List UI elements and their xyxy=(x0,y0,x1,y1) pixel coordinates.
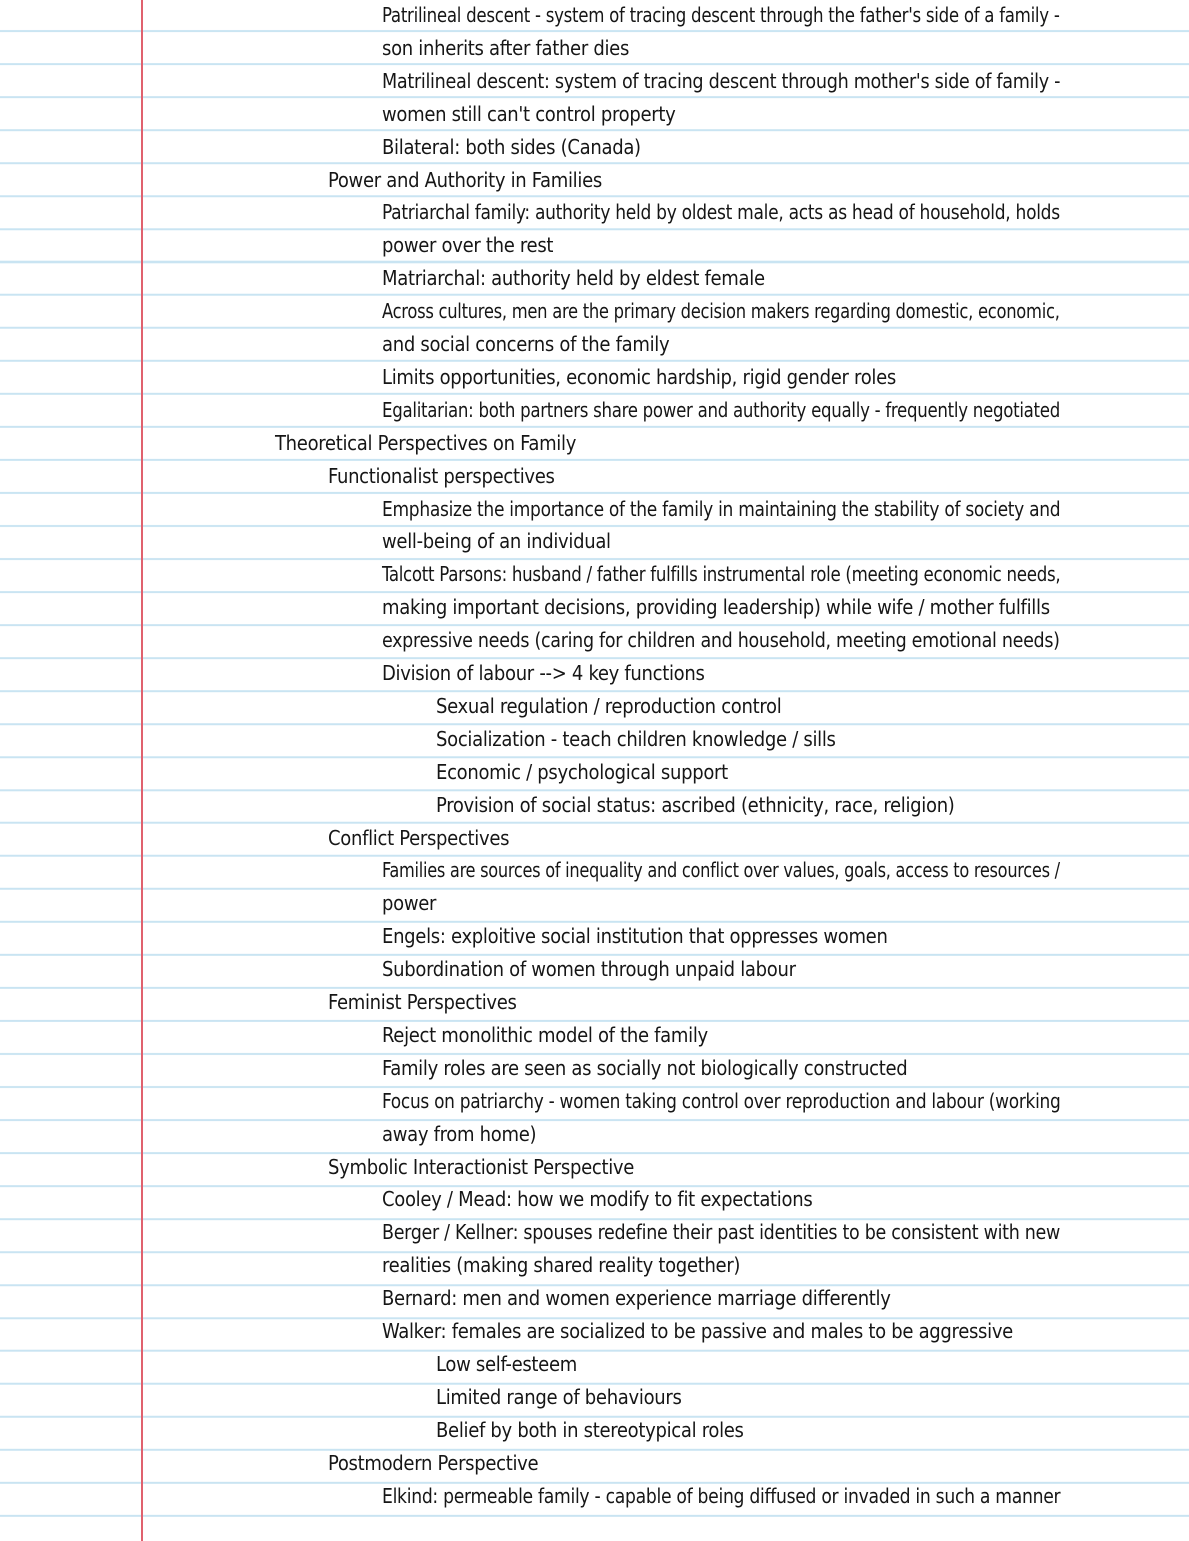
outline-line-level-3: Limits opportunities, economic hardship, rigid gender roles xyxy=(382,364,896,389)
outline-line-level-3: and social concerns of the family xyxy=(382,332,670,356)
outline-line-level-3: power xyxy=(382,891,437,916)
outline-line-level-3: Berger / Kellner: spouses redefine their past identities to be consistent with new xyxy=(382,1220,1060,1245)
outline-line-level-2: Symbolic Interactionist Perspective xyxy=(328,1154,635,1179)
outline-line-level-3: Subordination of women through unpaid labour xyxy=(382,957,796,982)
outline-line-level-4: Provision of social status: ascribed (ethnicity, race, religion) xyxy=(436,792,955,817)
outline-line-level-4: Low self-esteem xyxy=(436,1351,577,1376)
outline-line-level-3: Family roles are seen as socially not biologically constructed xyxy=(382,1055,908,1080)
outline-line-level-3: expressive needs (caring for children and household, meeting emotional needs) xyxy=(382,628,1060,653)
outline-line-level-3: well-being of an individual xyxy=(382,529,611,554)
outline-line-level-4: Socialization - teach children knowledge / sills xyxy=(436,726,836,751)
outline-line-level-3: Talcott Parsons: husband / father fulfills instrumental role (meeting economic needs, xyxy=(382,562,1061,587)
outline-line-level-4: Limited range of behaviours xyxy=(436,1384,682,1409)
outline-line-level-3: realities (making shared reality together) xyxy=(382,1253,741,1278)
outline-line-level-3: Division of labour --> 4 key functions xyxy=(382,661,705,685)
outline-line-level-3: Patrilineal descent - system of tracing descent through the father's side of a family - xyxy=(382,3,1060,27)
outline-line-level-3: son inherits after father dies xyxy=(382,35,630,60)
outline-line-level-3: Patriarchal family: authority held by oldest male, acts as head of household, holds xyxy=(382,200,1060,225)
outline-line-level-4: Belief by both in stereotypical roles xyxy=(436,1417,744,1442)
outline-line-level-3: Bilateral: both sides (Canada) xyxy=(382,134,641,159)
outline-line-level-3: Matrilineal descent: system of tracing descent through mother's side of family - xyxy=(382,68,1061,93)
outline-line-level-3: Walker: females are socialized to be passive and males to be aggressive xyxy=(382,1319,1013,1343)
outline-line-level-3: Engels: exploitive social institution that oppresses women xyxy=(382,924,888,949)
outline-line-level-2: Power and Authority in Families xyxy=(328,167,602,192)
outline-line-level-3: Cooley / Mead: how we modify to fit expectations xyxy=(382,1187,813,1212)
outline-line-level-2: Feminist Perspectives xyxy=(328,990,517,1014)
outline-line-level-3: making important decisions, providing leadership) while wife / mother fulfills xyxy=(382,595,1050,620)
outline-line-level-3: Matriarchal: authority held by eldest female xyxy=(382,266,765,291)
outline-line-level-3: power over the rest xyxy=(382,233,554,258)
outline-line-level-4: Economic / psychological support xyxy=(436,759,728,784)
outline-line-level-4: Sexual regulation / reproduction control xyxy=(436,693,782,718)
outline-line-level-1: Theoretical Perspectives on Family xyxy=(275,430,577,455)
outline-line-level-3: Reject monolithic model of the family xyxy=(382,1022,708,1047)
outline-line-level-3: Across cultures, men are the primary decision makers regarding domestic, economic, xyxy=(382,299,1060,324)
outline-line-level-2: Conflict Perspectives xyxy=(328,825,510,850)
outline-line-level-3: Focus on patriarchy - women taking control over reproduction and labour (working xyxy=(382,1088,1061,1113)
outline-line-level-2: Functionalist perspectives xyxy=(328,463,555,488)
outline-line-level-3: away from home) xyxy=(382,1121,537,1146)
outline-line-level-2: Postmodern Perspective xyxy=(328,1450,539,1475)
outline-line-level-3: Emphasize the importance of the family in maintaining the stability of society and xyxy=(382,496,1061,521)
outline-line-level-3: women still can't control property xyxy=(382,101,676,126)
outline-line-level-3: Elkind: permeable family - capable of being diffused or invaded in such a manner xyxy=(382,1483,1061,1508)
outline-line-level-3: Egalitarian: both partners share power and authority equally - frequently negotiated xyxy=(382,397,1060,422)
outline-line-level-3: Bernard: men and women experience marriage differently xyxy=(382,1286,891,1311)
outline-line-level-3: Families are sources of inequality and conflict over values, goals, access to resources / xyxy=(382,858,1060,883)
